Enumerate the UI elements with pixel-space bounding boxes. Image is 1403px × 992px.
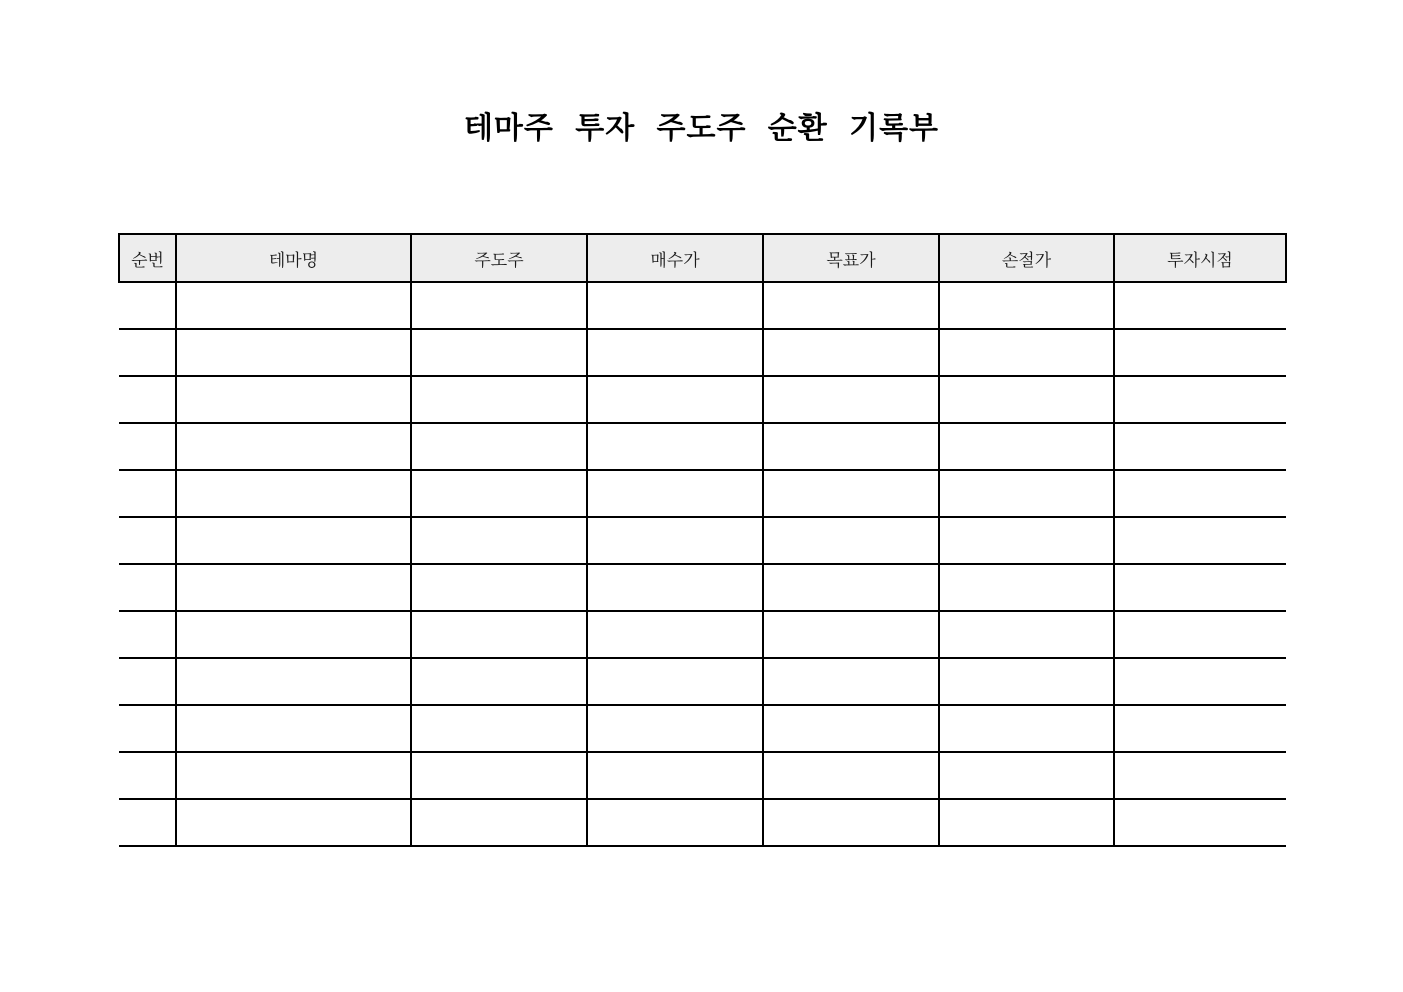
- document-title: 테마주 투자 주도주 순환 기록부: [463, 112, 940, 145]
- column-header-1: 순번: [119, 234, 176, 282]
- table-cell: [119, 282, 176, 329]
- table-cell: [1114, 329, 1286, 376]
- table-cell: [939, 517, 1114, 564]
- table-cell: [587, 423, 763, 470]
- table-cell: [411, 470, 587, 517]
- table-cell: [939, 423, 1114, 470]
- table-cell: [939, 564, 1114, 611]
- table-cell: [119, 705, 176, 752]
- column-header-5: 목표가: [763, 234, 939, 282]
- table-row: [119, 376, 1286, 423]
- table-cell: [587, 799, 763, 846]
- table-cell: [176, 423, 411, 470]
- table-cell: [176, 329, 411, 376]
- table-cell: [1114, 611, 1286, 658]
- table-cell: [119, 376, 176, 423]
- table-cell: [176, 470, 411, 517]
- table-cell: [119, 799, 176, 846]
- table-cell: [176, 705, 411, 752]
- table-row: [119, 799, 1286, 846]
- table-cell: [763, 752, 939, 799]
- table-cell: [411, 517, 587, 564]
- table-cell: [1114, 705, 1286, 752]
- table-cell: [939, 329, 1114, 376]
- table-cell: [411, 423, 587, 470]
- table-cell: [939, 376, 1114, 423]
- table-cell: [1114, 658, 1286, 705]
- table-row: [119, 658, 1286, 705]
- table-cell: [176, 517, 411, 564]
- table-cell: [1114, 282, 1286, 329]
- table-cell: [587, 329, 763, 376]
- table-cell: [587, 658, 763, 705]
- table-cell: [411, 611, 587, 658]
- table-cell: [939, 470, 1114, 517]
- table-cell: [939, 658, 1114, 705]
- table-cell: [411, 282, 587, 329]
- table-cell: [411, 799, 587, 846]
- header-row: [119, 234, 1286, 282]
- table-cell: [119, 470, 176, 517]
- table-cell: [939, 282, 1114, 329]
- table-cell: [939, 752, 1114, 799]
- table-row: [119, 752, 1286, 799]
- table-cell: [176, 611, 411, 658]
- table-cell: [939, 705, 1114, 752]
- table-cell: [1114, 517, 1286, 564]
- table-cell: [587, 282, 763, 329]
- table-cell: [411, 705, 587, 752]
- table-cell: [119, 423, 176, 470]
- table-cell: [763, 799, 939, 846]
- table-row: [119, 470, 1286, 517]
- table-cell: [587, 564, 763, 611]
- column-header-7: 투자시점: [1114, 234, 1286, 282]
- table-row: [119, 329, 1286, 376]
- table-cell: [587, 752, 763, 799]
- table-cell: [763, 611, 939, 658]
- table-cell: [176, 752, 411, 799]
- table-cell: [763, 329, 939, 376]
- table-row: [119, 517, 1286, 564]
- table-cell: [1114, 799, 1286, 846]
- table-cell: [1114, 376, 1286, 423]
- table-cell: [939, 611, 1114, 658]
- column-header-3: 주도주: [411, 234, 587, 282]
- table-row: [119, 564, 1286, 611]
- table-cell: [119, 752, 176, 799]
- table-cell: [176, 799, 411, 846]
- table-cell: [119, 329, 176, 376]
- table-cell: [176, 282, 411, 329]
- table-cell: [587, 611, 763, 658]
- table-row: [119, 282, 1286, 329]
- table-cell: [411, 564, 587, 611]
- table-cell: [176, 564, 411, 611]
- table-body: [119, 282, 1286, 846]
- table-cell: [119, 564, 176, 611]
- table-cell: [1114, 470, 1286, 517]
- table-cell: [763, 423, 939, 470]
- table-cell: [411, 752, 587, 799]
- column-header-6: 손절가: [939, 234, 1114, 282]
- table-cell: [939, 799, 1114, 846]
- column-header-2: 테마명: [176, 234, 411, 282]
- table-cell: [763, 517, 939, 564]
- table-row: [119, 705, 1286, 752]
- table-cell: [763, 658, 939, 705]
- theme-stock-record-table: [118, 233, 1287, 847]
- table-cell: [411, 329, 587, 376]
- table-cell: [587, 705, 763, 752]
- table-cell: [587, 470, 763, 517]
- table-cell: [763, 282, 939, 329]
- table-cell: [411, 658, 587, 705]
- table-cell: [176, 376, 411, 423]
- table-cell: [763, 470, 939, 517]
- column-header-4: 매수가: [587, 234, 763, 282]
- table-cell: [119, 611, 176, 658]
- table-cell: [411, 376, 587, 423]
- table-cell: [587, 376, 763, 423]
- table-cell: [119, 517, 176, 564]
- table-cell: [1114, 423, 1286, 470]
- table-cell: [176, 658, 411, 705]
- table-cell: [763, 564, 939, 611]
- table-cell: [1114, 564, 1286, 611]
- table-row: [119, 611, 1286, 658]
- table-cell: [119, 658, 176, 705]
- table-cell: [763, 376, 939, 423]
- table-row: [119, 423, 1286, 470]
- table-cell: [763, 705, 939, 752]
- table-cell: [1114, 752, 1286, 799]
- table-cell: [587, 517, 763, 564]
